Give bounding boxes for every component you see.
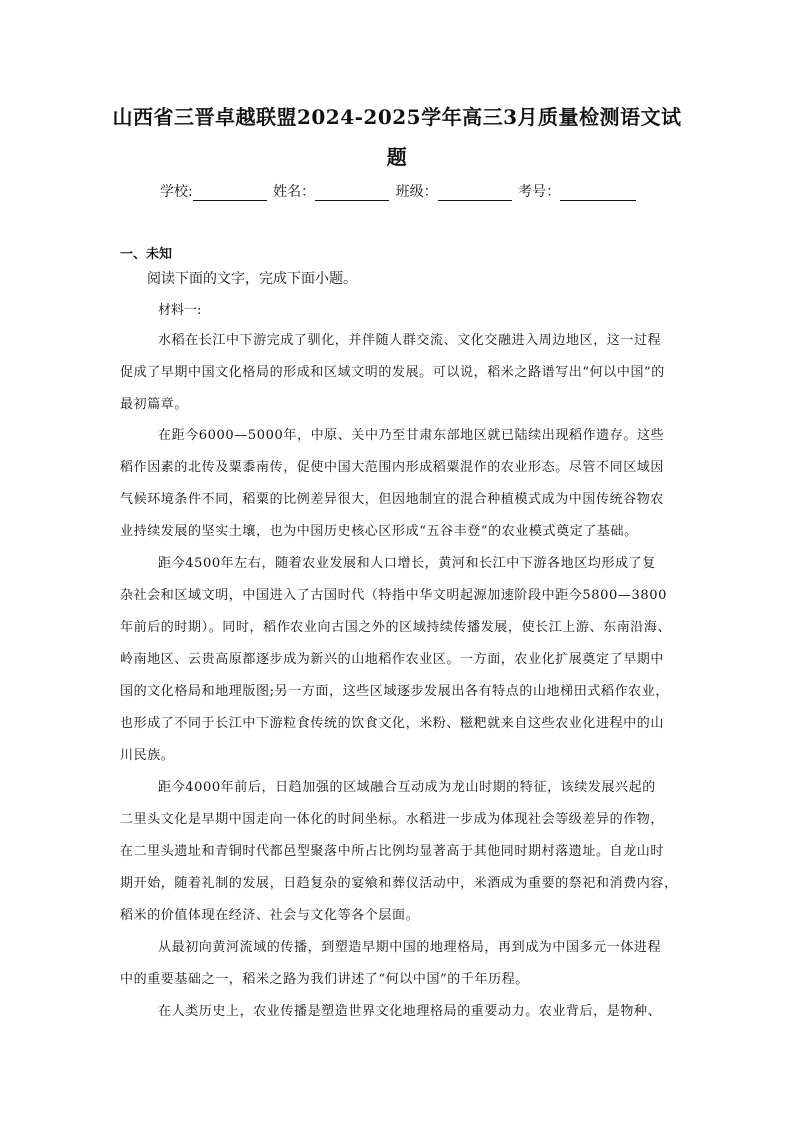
- paragraph-line: 距今4500年左右，随着农业发展和人口增长，黄河和长江中下游各地区均形成了复: [158, 556, 656, 571]
- paragraph-line: 国的文化格局和地理版图;另一方面，这些区域逐步发展出各有特点的山地梯田式稻作农业，: [120, 684, 669, 699]
- paragraph-line: 杂社会和区域文明，中国进入了古国时代（特指中华文明起源加速阶段中距今5800—3800: [120, 588, 667, 603]
- paragraph-line: 年前后的时期）。同时，稻作农业向古国之外的区域持续传播发展，使长江上游、东南沿海、: [120, 620, 672, 635]
- paragraph-line: 在距今6000—5000年，中原、关中乃至甘肃东部地区就已陆续出现稻作遗存。这些: [158, 428, 665, 443]
- school-blank: [193, 186, 267, 201]
- paragraph-line: 水稻在长江中下游完成了驯化，并伴随人群交流、文化交融进入周边地区，这一过程: [158, 333, 662, 348]
- class-label: 班级：: [395, 184, 438, 200]
- section-heading: 一、未知: [120, 247, 173, 262]
- class-blank: [438, 186, 512, 201]
- name-blank: [315, 186, 389, 201]
- paragraph-line: 期开始，随着礼制的发展，日趋复杂的宴飨和葬仪活动中，米酒成为重要的祭祀和消费内容，: [120, 876, 678, 891]
- paragraph-line: 二里头文化是早期中国走向一体化的时间坐标。水稻进一步成为体现社会等级差异的作物，: [120, 812, 665, 827]
- paragraph-line: 川民族。: [120, 748, 175, 763]
- paragraph-line: 中的重要基础之一，稻米之路为我们讲述了“何以中国”的千年历程。: [120, 972, 529, 987]
- material-label: 材料一:: [158, 303, 202, 318]
- paragraph-line: 稻米的价值体现在经济、社会与文化等各个层面。: [120, 908, 420, 923]
- student-info-row: [160, 183, 640, 201]
- paragraph-line: 也形成了不同于长江中下游粒食传统的饮食文化，米粉、糍粑就来自这些农业化进程中的山: [120, 716, 665, 731]
- number-blank: [560, 186, 636, 201]
- paragraph-line: 最初篇章。: [120, 397, 189, 412]
- paragraph-line: 气候环境条件不同，稻粟的比例差异很大，但因地制宜的混合种植模式成为中国传统谷物农: [120, 492, 665, 507]
- name-label: 姓名：: [273, 184, 316, 200]
- school-label: 学校:: [160, 184, 193, 200]
- paragraph-line: 从最初向黄河流域的传播，到塑造早期中国的地理格局，再到成为中国多元一体进程: [158, 940, 662, 955]
- document-title-line-1: 山西省三晋卓越联盟2024-2025学年高三3月质量检测语文试: [112, 105, 682, 129]
- reading-instruction: 阅读下面的文字，完成下面小题。: [147, 271, 357, 287]
- document-title-line-2: 题: [386, 145, 408, 169]
- paragraph-line: 在人类历史上，农业传播是塑造世界文化地理格局的重要动力。农业背后，是物种、: [158, 1004, 662, 1019]
- number-label: 考号：: [518, 184, 561, 200]
- paragraph-line: 距今4000年前后，日趋加强的区域融合互动成为龙山时期的特征，该续发展兴起的: [158, 780, 656, 795]
- paragraph-line: 岭南地区、云贵高原都逐步成为新兴的山地稻作农业区。一方面，农业化扩展奠定了早期中: [120, 652, 665, 667]
- paragraph-line: 稻作因素的北传及粟黍南传，促使中国大范围内形成稻粟混作的农业形态。尽管不同区域因: [120, 460, 665, 475]
- paragraph-line: 业持续发展的坚实土壤，也为中国历史核心区形成“五谷丰登”的农业模式奠定了基础。: [120, 524, 638, 539]
- paragraph-line: 促成了早期中国文化格局的形成和区域文明的发展。可以说，稻米之路谱写出“何以中国”的: [120, 365, 665, 380]
- paragraph-line: 在二里头遗址和青铜时代都邑型聚落中所占比例均显著高于其他同时期村落遗址。自龙山时: [120, 844, 665, 859]
